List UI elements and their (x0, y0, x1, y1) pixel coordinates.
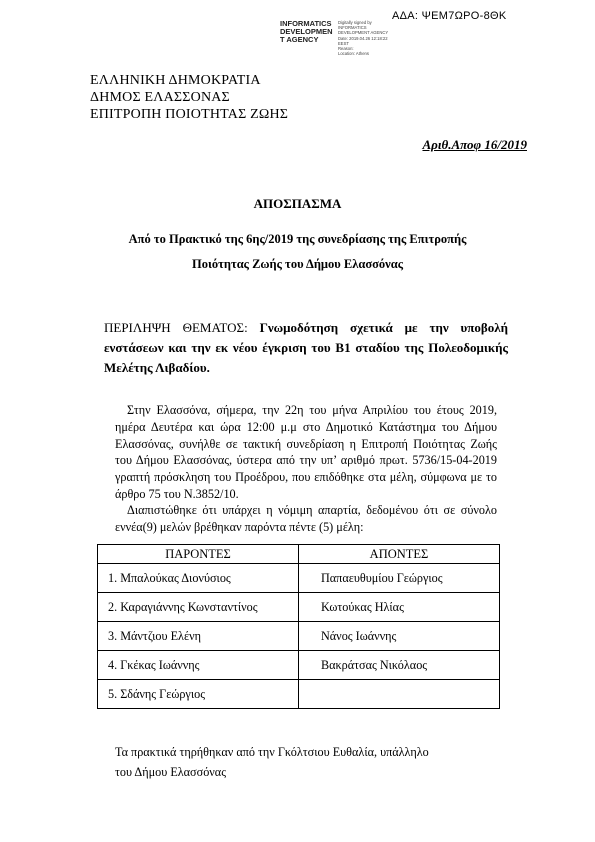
logo-agency-name (280, 20, 333, 45)
present-member: 2. Καραγιάννης Κωνσταντίνος (98, 593, 299, 622)
logo-line: INFORMATICS (280, 19, 332, 28)
closing-line-1: Τα πρακτικά τηρήθηκαν από την Γκόλτσιου Ευθαλία, υπάλληλο (115, 745, 429, 759)
signature-line: EEST (338, 40, 349, 46)
signature-line: INFORMATICS (338, 25, 367, 31)
subtitle-line-2: Ποιότητας Ζωής του Δήμου Ελασσόνας (191, 257, 404, 271)
present-header: ΠΑΡΟΝΤΕΣ (98, 545, 299, 564)
absent-header: ΑΠΟΝΤΕΣ (299, 545, 500, 564)
table-row (98, 564, 500, 593)
logo-signature-details (338, 20, 388, 56)
header-country: ΕΛΛΗΝΙΚΗ ΔΗΜΟΚΡΑΤΙΑ (90, 73, 261, 88)
absent-member: Νάνος Ιωάννης (299, 622, 500, 651)
subject-label: ΠΕΡΙΛΗΨΗ ΘΕΜΑΤΟΣ: (104, 320, 248, 335)
meeting-paragraph: Στην Ελασσόνα, σήμερα, την 22η του μήνα Απριλίου του έτους 2019, ημέρα Δευτέρα και ώρα 12:00 μ.μ στο Δημοτικό Κατάστημα του Δήμου Ελασσόνας, συνήλθε σε τακτική συνεδρίαση η Επιτροπή Ποιότητας Ζωής του Δήμου Ελασσόνας, ύστερα από την υπ’ αριθμό πρωτ. 5736/15-04-2019 γραπτή πρόσκληση του Προέδρου, που επιδόθηκε στα μέλη, σύμφωνα με το άρθρο 75 του Ν.3852/10. (115, 403, 497, 501)
attendance-table (97, 544, 500, 709)
table-row (98, 593, 500, 622)
logo-line: T AGENCY (280, 35, 319, 45)
absent-member: Παπαευθυμίου Γεώργιος (299, 564, 500, 593)
subtitle-line-1: Από το Πρακτικό της 6ης/2019 της συνεδρίασης της Επιτροπής (128, 232, 467, 246)
present-member: 1. Μπαλούκας Διονύσιος (98, 564, 299, 593)
document-header (90, 72, 288, 123)
table-row (98, 680, 500, 709)
table-header-row (98, 545, 500, 564)
signature-line: Reason: (338, 46, 354, 52)
header-municipality: ΔΗΜΟΣ ΕΛΑΣΣΟΝΑΣ (90, 90, 230, 105)
quorum-paragraph: Διαπιστώθηκε ότι υπάρχει η νόμιμη απαρτία, δεδομένου ότι σε σύνολο εννέα(9) μελών βρέθηκαν παρόντα πέντε (5) μέλη: (115, 503, 497, 534)
absent-member (299, 680, 500, 709)
subject-text: Γνωμοδότηση σχετικά με την υποβολή ενστάσεων και την εκ νέου έγκριση του Β1 σταδίου της Πολεοδομικής Μελέτης Λιβαδίου. (104, 320, 509, 375)
signature-line: Location: Athens (338, 51, 369, 57)
table-row (98, 651, 500, 680)
signature-line: Digitally signed by (338, 20, 372, 25)
decision-number: Αριθ.Αποφ 16/2019 (422, 137, 527, 152)
document-title: ΑΠΟΣΠΑΣΜΑ (253, 196, 342, 211)
present-member: 3. Μάντζιου Ελένη (98, 622, 299, 651)
header-committee: ΕΠΙΤΡΟΠΗ ΠΟΙΟΤΗΤΑΣ ΖΩΗΣ (90, 107, 289, 122)
digital-signature-logo (280, 19, 400, 57)
closing-line-2: του Δήμου Ελασσόνας (115, 765, 227, 779)
signature-line: DEVELOPMENT AGENCY (338, 30, 389, 36)
logo-line: DEVELOPMEN (280, 27, 333, 37)
ada-code: ΑΔΑ: ΨΕΜ7ΩΡΟ-8ΘΚ (392, 10, 507, 22)
signature-line: Date: 2019.04.26 12:18:22 (338, 35, 388, 41)
absent-member: Βακράτσας Νικόλαος (299, 651, 500, 680)
present-member: 4. Γκέκας Ιωάννης (98, 651, 299, 680)
closing-paragraph (115, 742, 497, 782)
absent-member: Κωτούκας Ηλίας (299, 593, 500, 622)
present-member: 5. Σδάνης Γεώργιος (98, 680, 299, 709)
table-row (98, 622, 500, 651)
subject-summary (104, 318, 508, 378)
